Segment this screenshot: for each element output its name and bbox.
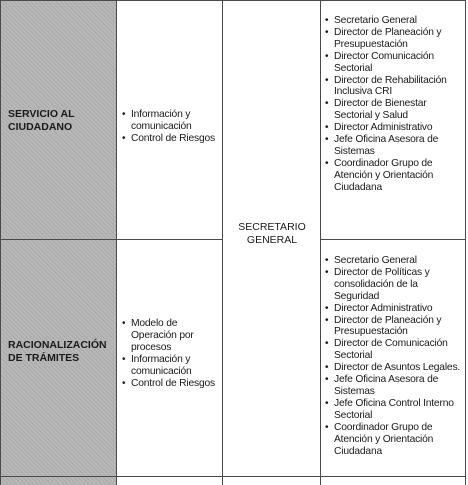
column-divider-3 [320, 0, 321, 485]
row-divider-right [320, 239, 466, 240]
row-label-line: DE TRÁMITES [8, 352, 80, 364]
row-label-line: SERVICIO AL [8, 108, 75, 120]
row-border-top-center [222, 0, 320, 1]
merged-cell-secretario [224, 221, 320, 246]
row-label-racionalizacion [8, 339, 112, 365]
row-label-line: RACIONALIZACIÓN [8, 339, 107, 351]
column-divider-1 [116, 0, 117, 485]
table-border-left [0, 0, 1, 485]
list-item: • Director de Rehabilitación Inclusiva CRI [325, 75, 463, 99]
list-item: • Secretario General [325, 15, 463, 27]
process-list-servicio [122, 109, 218, 145]
list-item: • Director Comunicación Sectorial [325, 51, 463, 75]
list-item: • Jefe Oficina Asesora de Sistemas [325, 134, 463, 158]
list-item: • Director de Planeación y Presupuestación [325, 27, 463, 51]
list-item: • Información y comunicación [122, 109, 218, 133]
list-item: • Control de Riesgos [122, 378, 218, 390]
list-item: • Control de Riesgos [122, 133, 218, 145]
process-list-racionalizacion [122, 318, 218, 389]
list-item: • Coordinador Grupo de Atención y Orientación Ciudadana [325, 422, 463, 458]
list-item: • Secretario General [325, 255, 463, 267]
list-item: • Director de Planeación y Presupuestación [325, 315, 463, 339]
row-divider-bottom-right [320, 476, 466, 477]
row-label-servicio [8, 108, 112, 134]
responsible-list-servicio [325, 15, 463, 194]
row-divider-left [0, 239, 223, 240]
row-label-line: CIUDADANO [8, 121, 73, 133]
list-item: • Director Administrativo [325, 303, 463, 315]
shaded-label-column [0, 0, 116, 485]
row-border-top-responsible [320, 0, 466, 1]
row-divider-bottom-center [222, 476, 320, 477]
list-item: • Director de Bienestar Sectorial y Salud [325, 98, 463, 122]
list-item: • Director de Políticas y consolidación de la Seguridad [325, 267, 463, 303]
table-border-right [465, 0, 466, 485]
list-item: • Modelo de Operación por procesos [122, 318, 218, 354]
list-item: • Director de Asuntos Legales. [325, 362, 463, 374]
list-item: • Coordinador Grupo de Atención y Orientación Ciudadana [325, 158, 463, 194]
list-item: • Director de Comunicación Sectorial [325, 338, 463, 362]
list-item: • Jefe Oficina Asesora de Sistemas [325, 374, 463, 398]
merged-cell-line: SECRETARIO [238, 221, 306, 233]
responsible-list-racionalizacion [325, 255, 463, 457]
row-border-top-process [116, 0, 223, 1]
list-item: • Jefe Oficina Control Interno Sectorial [325, 398, 463, 422]
row-divider-bottom-left [0, 476, 223, 477]
merged-cell-line: GENERAL [246, 233, 298, 246]
column-divider-2 [222, 0, 223, 485]
row-border-top-label [0, 0, 117, 1]
list-item: • Director Administrativo [325, 122, 463, 134]
list-item: • Información y comunicación [122, 354, 218, 378]
